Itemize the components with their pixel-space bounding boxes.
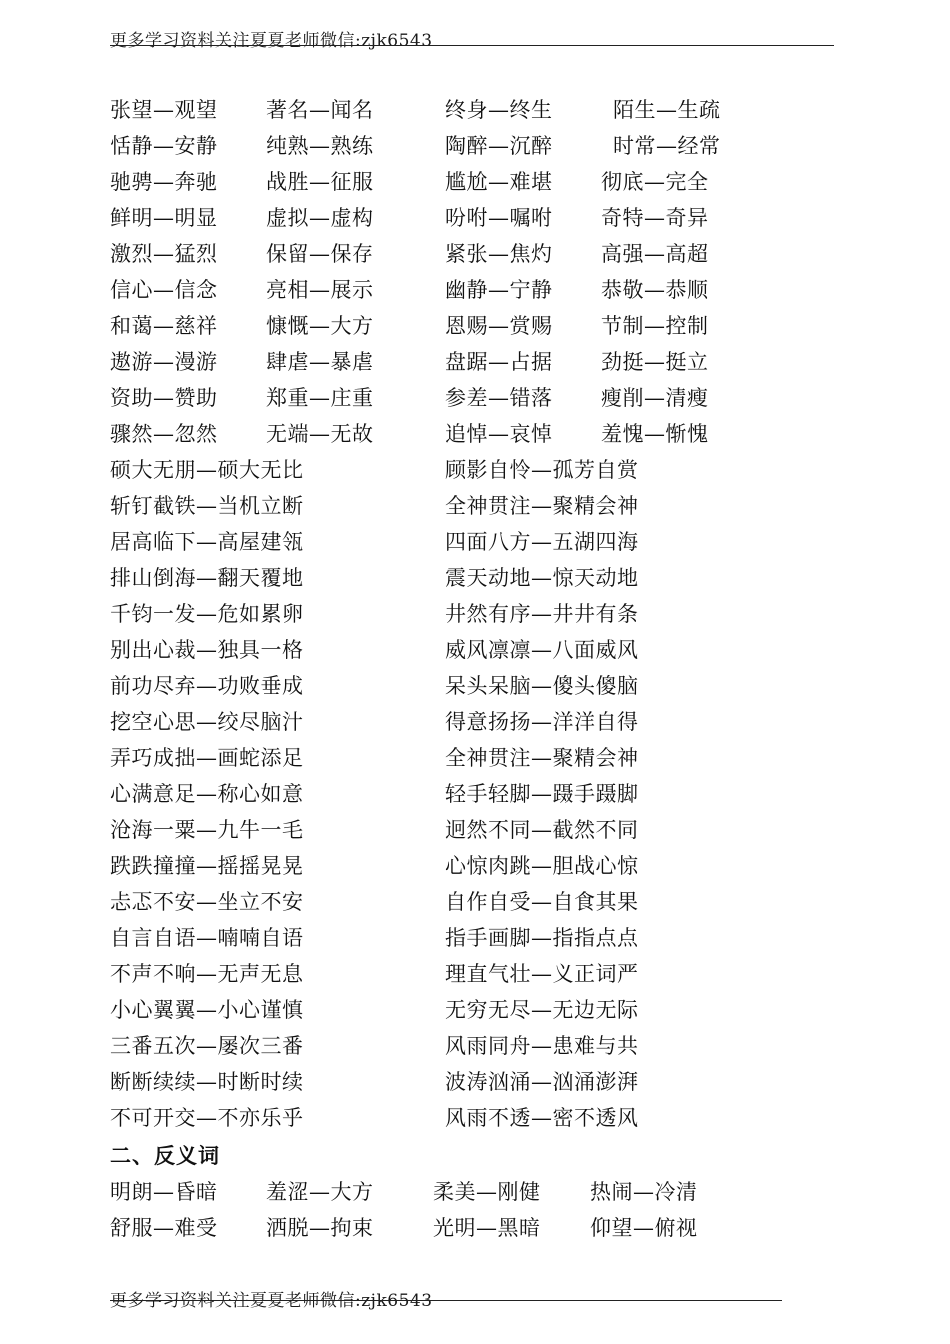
word-pair: 光明—黑暗 — [433, 1216, 541, 1240]
word-pair: 断断续续—时断时续 — [110, 1070, 304, 1094]
word-pair: 节制—控制 — [601, 314, 709, 338]
word-pair: 纯熟—熟练 — [266, 134, 374, 158]
word-pair: 舒服—难受 — [110, 1216, 218, 1240]
word-pair: 陌生—生疏 — [613, 98, 721, 122]
antonym-row — [0, 1174, 950, 1210]
word-pair: 前功尽弃—功败垂成 — [110, 674, 304, 698]
word-pair: 指手画脚—指指点点 — [445, 926, 639, 950]
synonym-idiom-row — [0, 848, 950, 884]
synonym-idiom-row — [0, 632, 950, 668]
word-pair: 别出心裁—独具一格 — [110, 638, 304, 662]
synonym-idiom-row — [0, 560, 950, 596]
synonym-idiom-row — [0, 1028, 950, 1064]
word-pair: 心满意足—称心如意 — [110, 782, 304, 806]
word-pair: 劲挺—挺立 — [601, 350, 709, 374]
header-rule — [110, 45, 834, 46]
word-pair: 郑重—庄重 — [266, 386, 374, 410]
synonym-word-row — [0, 344, 950, 380]
word-pair: 风雨同舟—患难与共 — [445, 1034, 639, 1058]
word-pair: 小心翼翼—小心谨慎 — [110, 998, 304, 1022]
word-pair: 波涛汹涌—汹涌澎湃 — [445, 1070, 639, 1094]
word-pair: 得意扬扬—洋洋自得 — [445, 710, 639, 734]
word-pair: 自作自受—自食其果 — [445, 890, 639, 914]
word-pair: 保留—保存 — [266, 242, 374, 266]
word-pair: 风雨不透—密不透风 — [445, 1106, 639, 1130]
word-pair: 吩咐—嘱咐 — [445, 206, 553, 230]
word-pair: 紧张—焦灼 — [445, 242, 553, 266]
word-pair: 信心—信念 — [110, 278, 218, 302]
synonym-idiom-row — [0, 488, 950, 524]
word-pair: 鲜明—明显 — [110, 206, 218, 230]
synonym-idiom-row — [0, 704, 950, 740]
footer-rule — [110, 1300, 782, 1301]
synonym-list — [0, 92, 950, 1136]
word-pair: 羞涩—大方 — [266, 1180, 374, 1204]
synonym-word-row — [0, 236, 950, 272]
word-pair: 时常—经常 — [613, 134, 721, 158]
word-pair: 不可开交—不亦乐乎 — [110, 1106, 304, 1130]
synonym-word-row — [0, 308, 950, 344]
word-pair: 高强—高超 — [601, 242, 709, 266]
word-pair: 和蔼—慈祥 — [110, 314, 218, 338]
synonym-word-row — [0, 92, 950, 128]
synonym-idiom-row — [0, 776, 950, 812]
word-pair: 骤然—忽然 — [110, 422, 218, 446]
word-pair: 排山倒海—翻天覆地 — [110, 566, 304, 590]
synonym-idiom-row — [0, 596, 950, 632]
antonym-row — [0, 1210, 950, 1246]
synonym-idiom-row — [0, 920, 950, 956]
word-pair: 资助—赞助 — [110, 386, 218, 410]
synonym-idiom-row — [0, 668, 950, 704]
word-pair: 幽静—宁静 — [445, 278, 553, 302]
page-header: 更多学习资料关注夏夏老师微信:zjk6543 — [110, 31, 433, 51]
word-pair: 热闹—冷清 — [590, 1180, 698, 1204]
antonym-list — [0, 1174, 950, 1246]
word-pair: 井然有序—井井有条 — [445, 602, 639, 626]
synonym-idiom-row — [0, 452, 950, 488]
synonym-word-row — [0, 164, 950, 200]
synonym-word-row — [0, 416, 950, 452]
word-pair: 威风凛凛—八面威风 — [445, 638, 639, 662]
synonym-idiom-row — [0, 884, 950, 920]
word-pair: 战胜—征服 — [266, 170, 374, 194]
word-pair: 张望—观望 — [110, 98, 218, 122]
word-pair: 慷慨—大方 — [266, 314, 374, 338]
word-pair: 陶醉—沉醉 — [445, 134, 553, 158]
page-footer: 更多学习资料关注夏夏老师微信:zjk6543 — [110, 1291, 433, 1311]
word-pair: 洒脱—拘束 — [266, 1216, 374, 1240]
word-pair: 全神贯注—聚精会神 — [445, 746, 639, 770]
word-pair: 肆虐—暴虐 — [266, 350, 374, 374]
word-pair: 亮相—展示 — [266, 278, 374, 302]
synonym-word-row — [0, 200, 950, 236]
synonym-word-row — [0, 272, 950, 308]
word-pair: 斩钉截铁—当机立断 — [110, 494, 304, 518]
word-pair: 自言自语—喃喃自语 — [110, 926, 304, 950]
word-pair: 不声不响—无声无息 — [110, 962, 304, 986]
word-pair: 全神贯注—聚精会神 — [445, 494, 639, 518]
word-pair: 硕大无朋—硕大无比 — [110, 458, 304, 482]
word-pair: 忐忑不安—坐立不安 — [110, 890, 304, 914]
word-pair: 三番五次—屡次三番 — [110, 1034, 304, 1058]
word-pair: 盘踞—占据 — [445, 350, 553, 374]
word-pair: 彻底—完全 — [601, 170, 709, 194]
word-pair: 驰骋—奔驰 — [110, 170, 218, 194]
word-pair: 挖空心思—绞尽脑汁 — [110, 710, 304, 734]
word-pair: 终身—终生 — [445, 98, 553, 122]
word-pair: 尴尬—难堪 — [445, 170, 553, 194]
synonym-idiom-row — [0, 992, 950, 1028]
word-pair: 呆头呆脑—傻头傻脑 — [445, 674, 639, 698]
word-pair: 奇特—奇异 — [601, 206, 709, 230]
word-pair: 四面八方—五湖四海 — [445, 530, 639, 554]
word-pair: 居高临下—高屋建瓴 — [110, 530, 304, 554]
word-pair: 轻手轻脚—蹑手蹑脚 — [445, 782, 639, 806]
word-pair: 虚拟—虚构 — [266, 206, 374, 230]
word-pair: 迥然不同—截然不同 — [445, 818, 639, 842]
word-pair: 跌跌撞撞—摇摇晃晃 — [110, 854, 304, 878]
synonym-idiom-row — [0, 956, 950, 992]
word-pair: 沧海一粟—九牛一毛 — [110, 818, 304, 842]
word-pair: 追悼—哀悼 — [445, 422, 553, 446]
word-pair: 恬静—安静 — [110, 134, 218, 158]
synonym-idiom-row — [0, 1064, 950, 1100]
word-pair: 恭敬—恭顺 — [601, 278, 709, 302]
word-pair: 恩赐—赏赐 — [445, 314, 553, 338]
synonym-idiom-row — [0, 524, 950, 560]
word-pair: 震天动地—惊天动地 — [445, 566, 639, 590]
word-pair: 无端—无故 — [266, 422, 374, 446]
word-pair: 理直气壮—义正词严 — [445, 962, 639, 986]
word-pair: 激烈—猛烈 — [110, 242, 218, 266]
synonym-idiom-row — [0, 1100, 950, 1136]
synonym-idiom-row — [0, 740, 950, 776]
word-pair: 瘦削—清瘦 — [601, 386, 709, 410]
word-pair: 明朗—昏暗 — [110, 1180, 218, 1204]
word-pair: 著名—闻名 — [266, 98, 374, 122]
synonym-word-row — [0, 128, 950, 164]
synonym-word-row — [0, 380, 950, 416]
section-heading-antonyms: 二、反义词 — [110, 1144, 220, 1168]
word-pair: 无穷无尽—无边无际 — [445, 998, 639, 1022]
synonym-idiom-row — [0, 812, 950, 848]
word-pair: 柔美—刚健 — [433, 1180, 541, 1204]
word-pair: 参差—错落 — [445, 386, 553, 410]
word-pair: 千钧一发—危如累卵 — [110, 602, 304, 626]
word-pair: 仰望—俯视 — [590, 1216, 698, 1240]
word-pair: 弄巧成拙—画蛇添足 — [110, 746, 304, 770]
word-pair: 遨游—漫游 — [110, 350, 218, 374]
word-pair: 顾影自怜—孤芳自赏 — [445, 458, 639, 482]
word-pair: 心惊肉跳—胆战心惊 — [445, 854, 639, 878]
word-pair: 羞愧—惭愧 — [601, 422, 709, 446]
